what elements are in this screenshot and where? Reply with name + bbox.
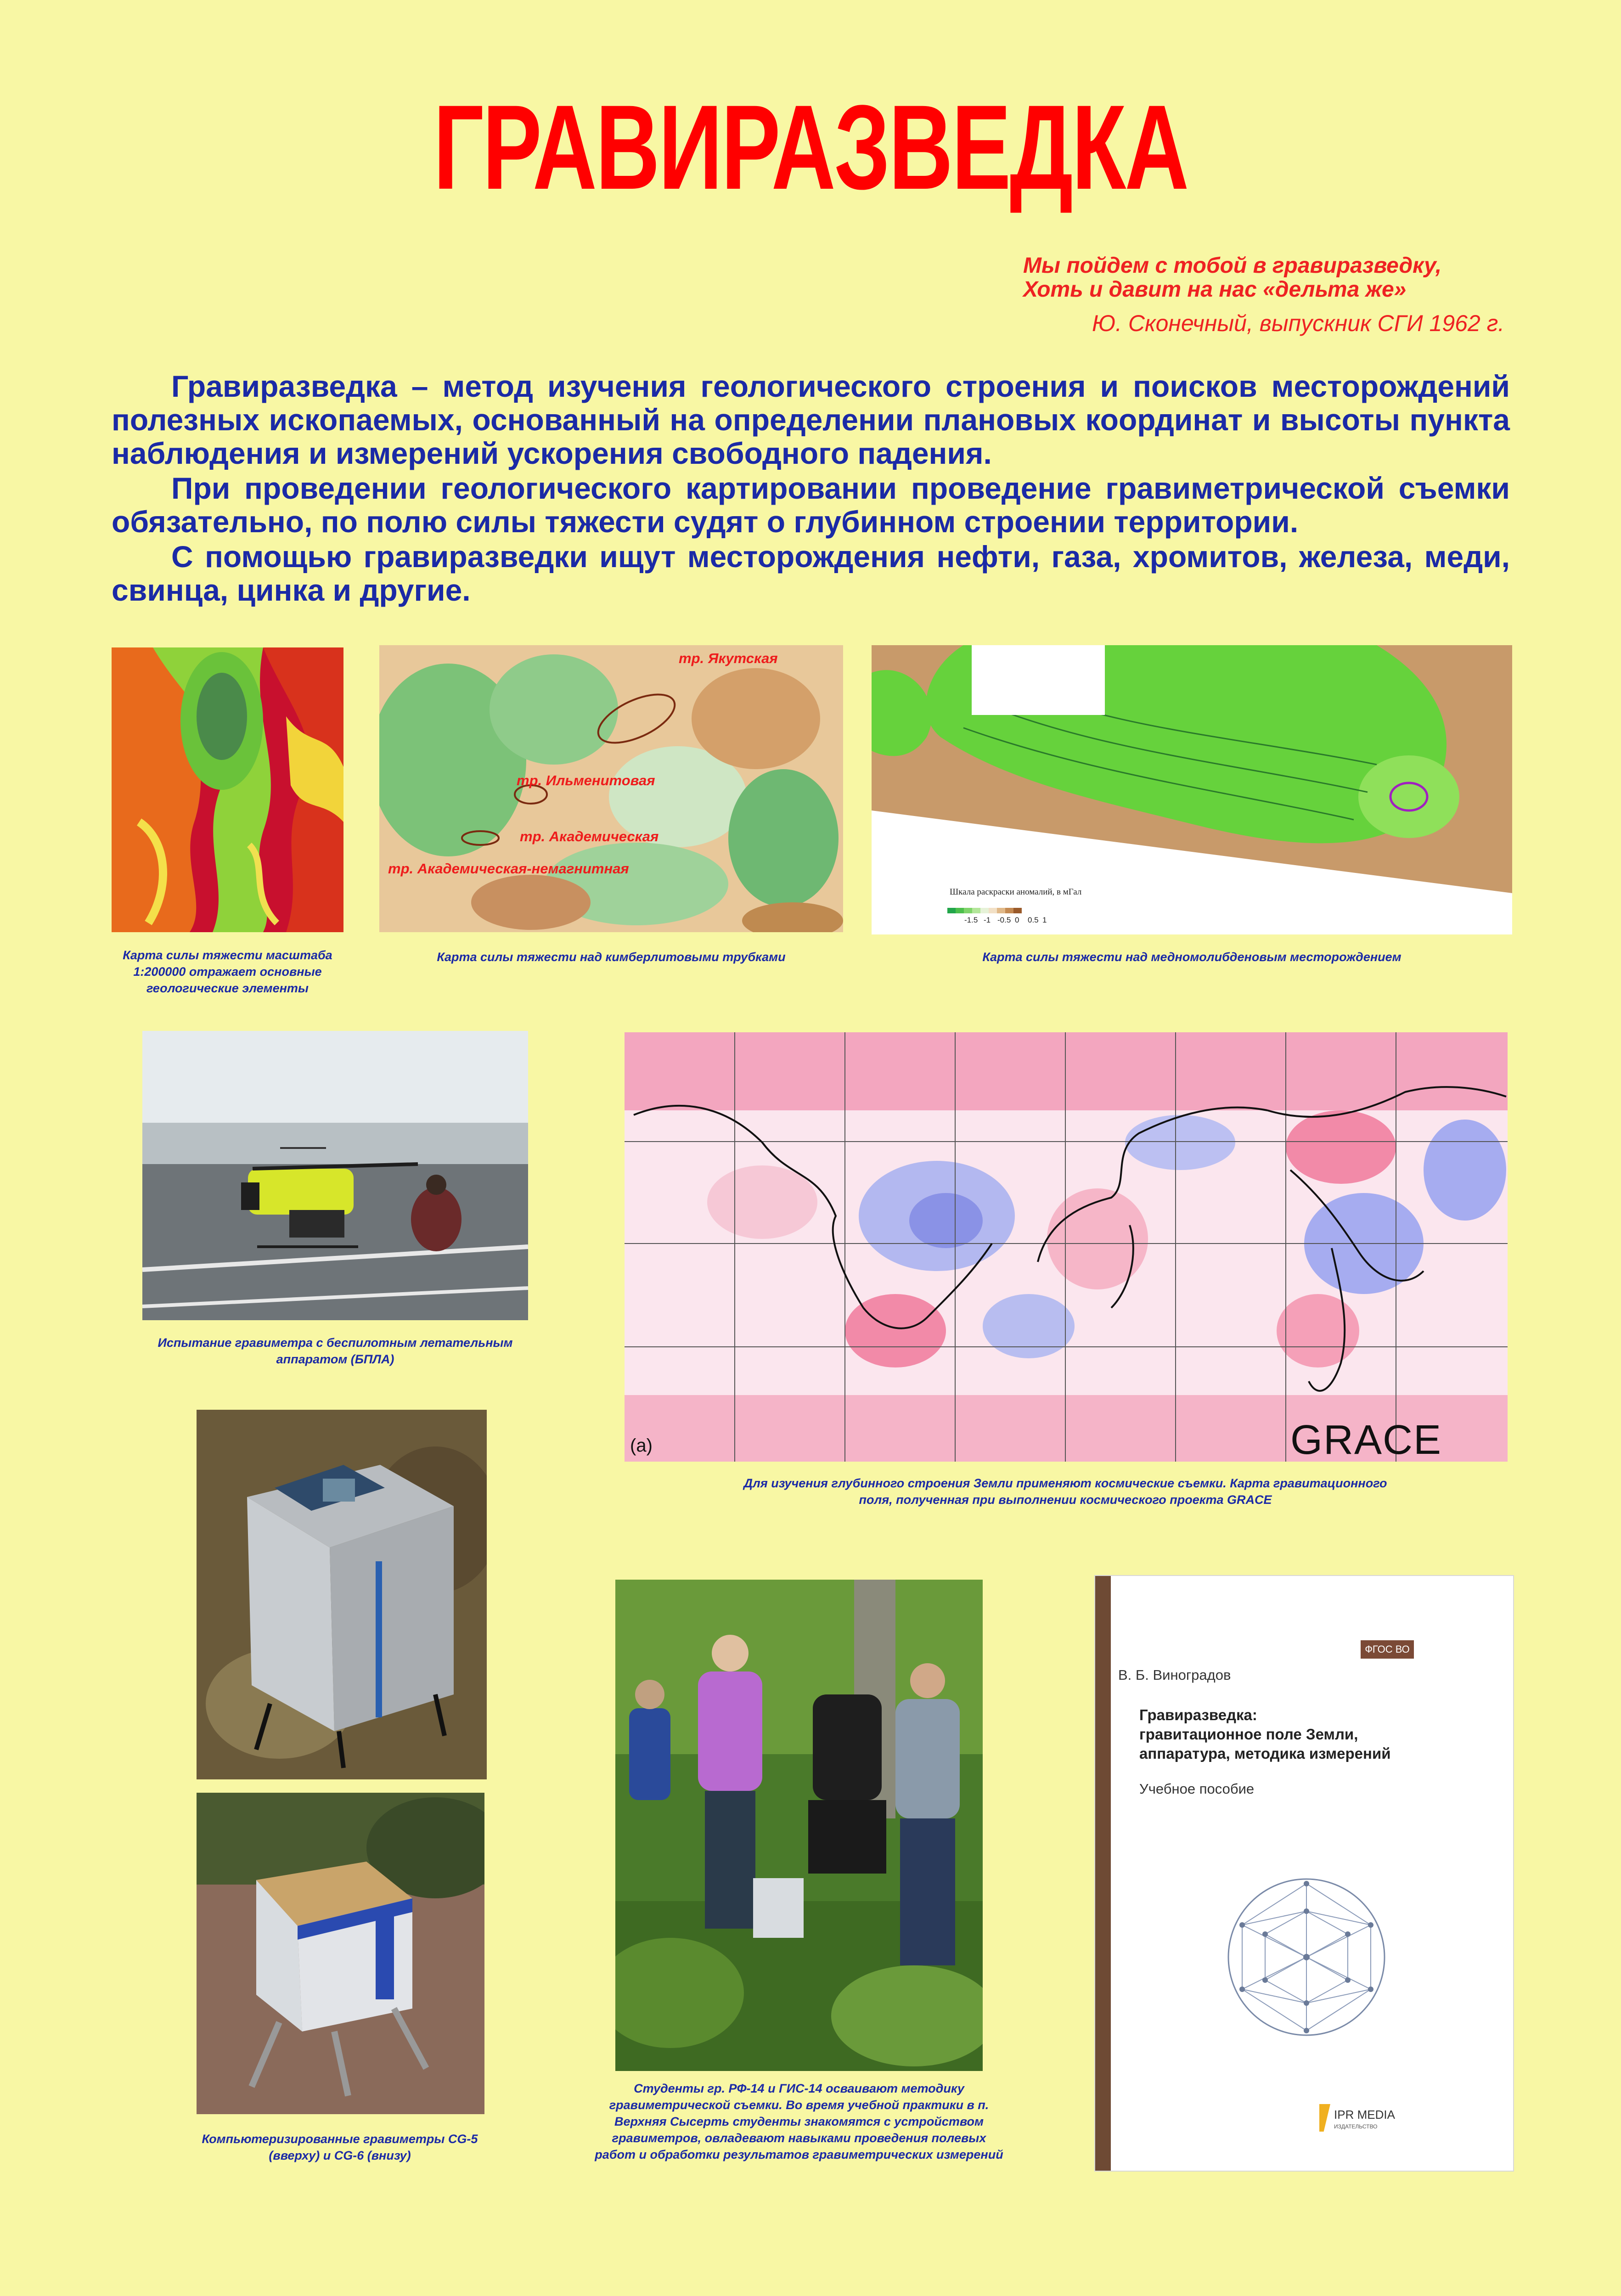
map-1-caption: Карта силы тяжести масштаба 1:200000 отражает основные геологические элементы [123, 948, 332, 995]
label-akademicheskaya-nonmagnetic: тр. Академическая-немагнитная [388, 861, 629, 877]
book-author: В. Б. Виноградов [1118, 1667, 1231, 1683]
textbook-cover [1094, 1575, 1514, 2172]
students-caption: Студенты гр. РФ-14 и ГИС-14 осваивают методику гравиметрической съемки. Во время учебной практики в п. Верхняя Сысерть студенты знакомятся с устройством гравиметров, овладевают навыками проведения полевых работ и обработки результатов гравиметрических измерений [595, 2082, 1003, 2161]
epigraph-author: Ю. Сконечный, выпускник СГИ 1962 г. [1092, 310, 1505, 336]
gravimeter-cg6-photo [197, 1793, 484, 2114]
intro-paragraph-3: С помощью гравиразведки ищут месторождения нефти, газа, хромитов, железа, меди, свинца, цинка и другие. [112, 540, 1510, 607]
label-akademicheskaya: тр. Академическая [520, 828, 659, 844]
epigraph-line-1: Мы пойдем с тобой в гравиразведку, [1023, 253, 1442, 278]
grace-label: GRACE [1290, 1417, 1442, 1463]
map-3-scale-tick: -1.5 [964, 916, 978, 924]
grace-caption: Для изучения глубинного строения Земли применяют космические съемки. Карта гравитационного поля, полученная при выполнении космического проекта GRACE [743, 1476, 1387, 1507]
label-ilmenitovaya: тр. Ильменитовая [517, 772, 655, 788]
book-subtitle: Учебное пособие [1139, 1781, 1255, 1797]
grace-gravity-map [625, 1032, 1508, 1462]
map-3-scale-tick: 1 [1042, 916, 1047, 924]
network-sphere-logo [1224, 1874, 1389, 2040]
epigraph-line-2: Хоть и давит на нас «дельта же» [1023, 277, 1407, 302]
fgos-badge: ФГОС ВО [1361, 1640, 1414, 1659]
map-3-scale-title: Шкала раскраски аномалий, в мГал [950, 887, 1082, 897]
page-title: ГРАВИРАЗВЕДКА [433, 80, 1188, 214]
map-3-scale-tick: -1 [984, 916, 991, 924]
drone-caption: Испытание гравиметра с беспилотным летательным аппаратом (БПЛА) [158, 1336, 513, 1366]
map-3-scale-tick: 0.5 [1028, 916, 1039, 924]
label-yakutskaya: тр. Якутская [679, 650, 778, 666]
intro-text [112, 370, 1510, 608]
map-3-scale-tick: 0 [1015, 916, 1019, 924]
intro-paragraph-1: Гравиразведка – метод изучения геологического строения и поисков месторождений полезных ископаемых, основанный на определении плановых координат и высоты пункта наблюдения и измерений ускорения свободного падения. [112, 369, 1510, 470]
map-3-scale-tick: -0.5 [997, 916, 1011, 924]
book-title-line-2: гравитационное поле Земли, [1139, 1726, 1358, 1743]
gravity-map-200000 [112, 647, 343, 932]
book-title-line-1: Гравиразведка: [1139, 1706, 1257, 1723]
gravimeter-cg5-photo [197, 1410, 487, 1779]
drone-gravimeter-photo [142, 1031, 528, 1320]
publisher-name: IPR MEDIA [1334, 2108, 1395, 2122]
book-title-line-3: аппаратура, методика измерений [1139, 1745, 1391, 1762]
students-field-photo [615, 1580, 983, 2071]
grace-panel-label: (a) [630, 1435, 653, 1456]
gravimeters-caption: Компьютеризированные гравиметры CG-5 (вверху) и CG-6 (внизу) [202, 2132, 478, 2162]
map-3-caption: Карта силы тяжести над медномолибденовым месторождением [982, 950, 1401, 964]
publisher-sub: ИЗДАТЕЛЬСТВО [1334, 2123, 1378, 2130]
map-2-caption: Карта силы тяжести над кимберлитовыми трубками [437, 950, 786, 964]
intro-paragraph-2: При проведении геологического картировании проведение гравиметрической съемки обязательно, по полю силы тяжести судят о глубинном строении территории. [112, 471, 1510, 539]
book-spine [1095, 1576, 1111, 2171]
ipr-logo-icon [1319, 2104, 1330, 2132]
